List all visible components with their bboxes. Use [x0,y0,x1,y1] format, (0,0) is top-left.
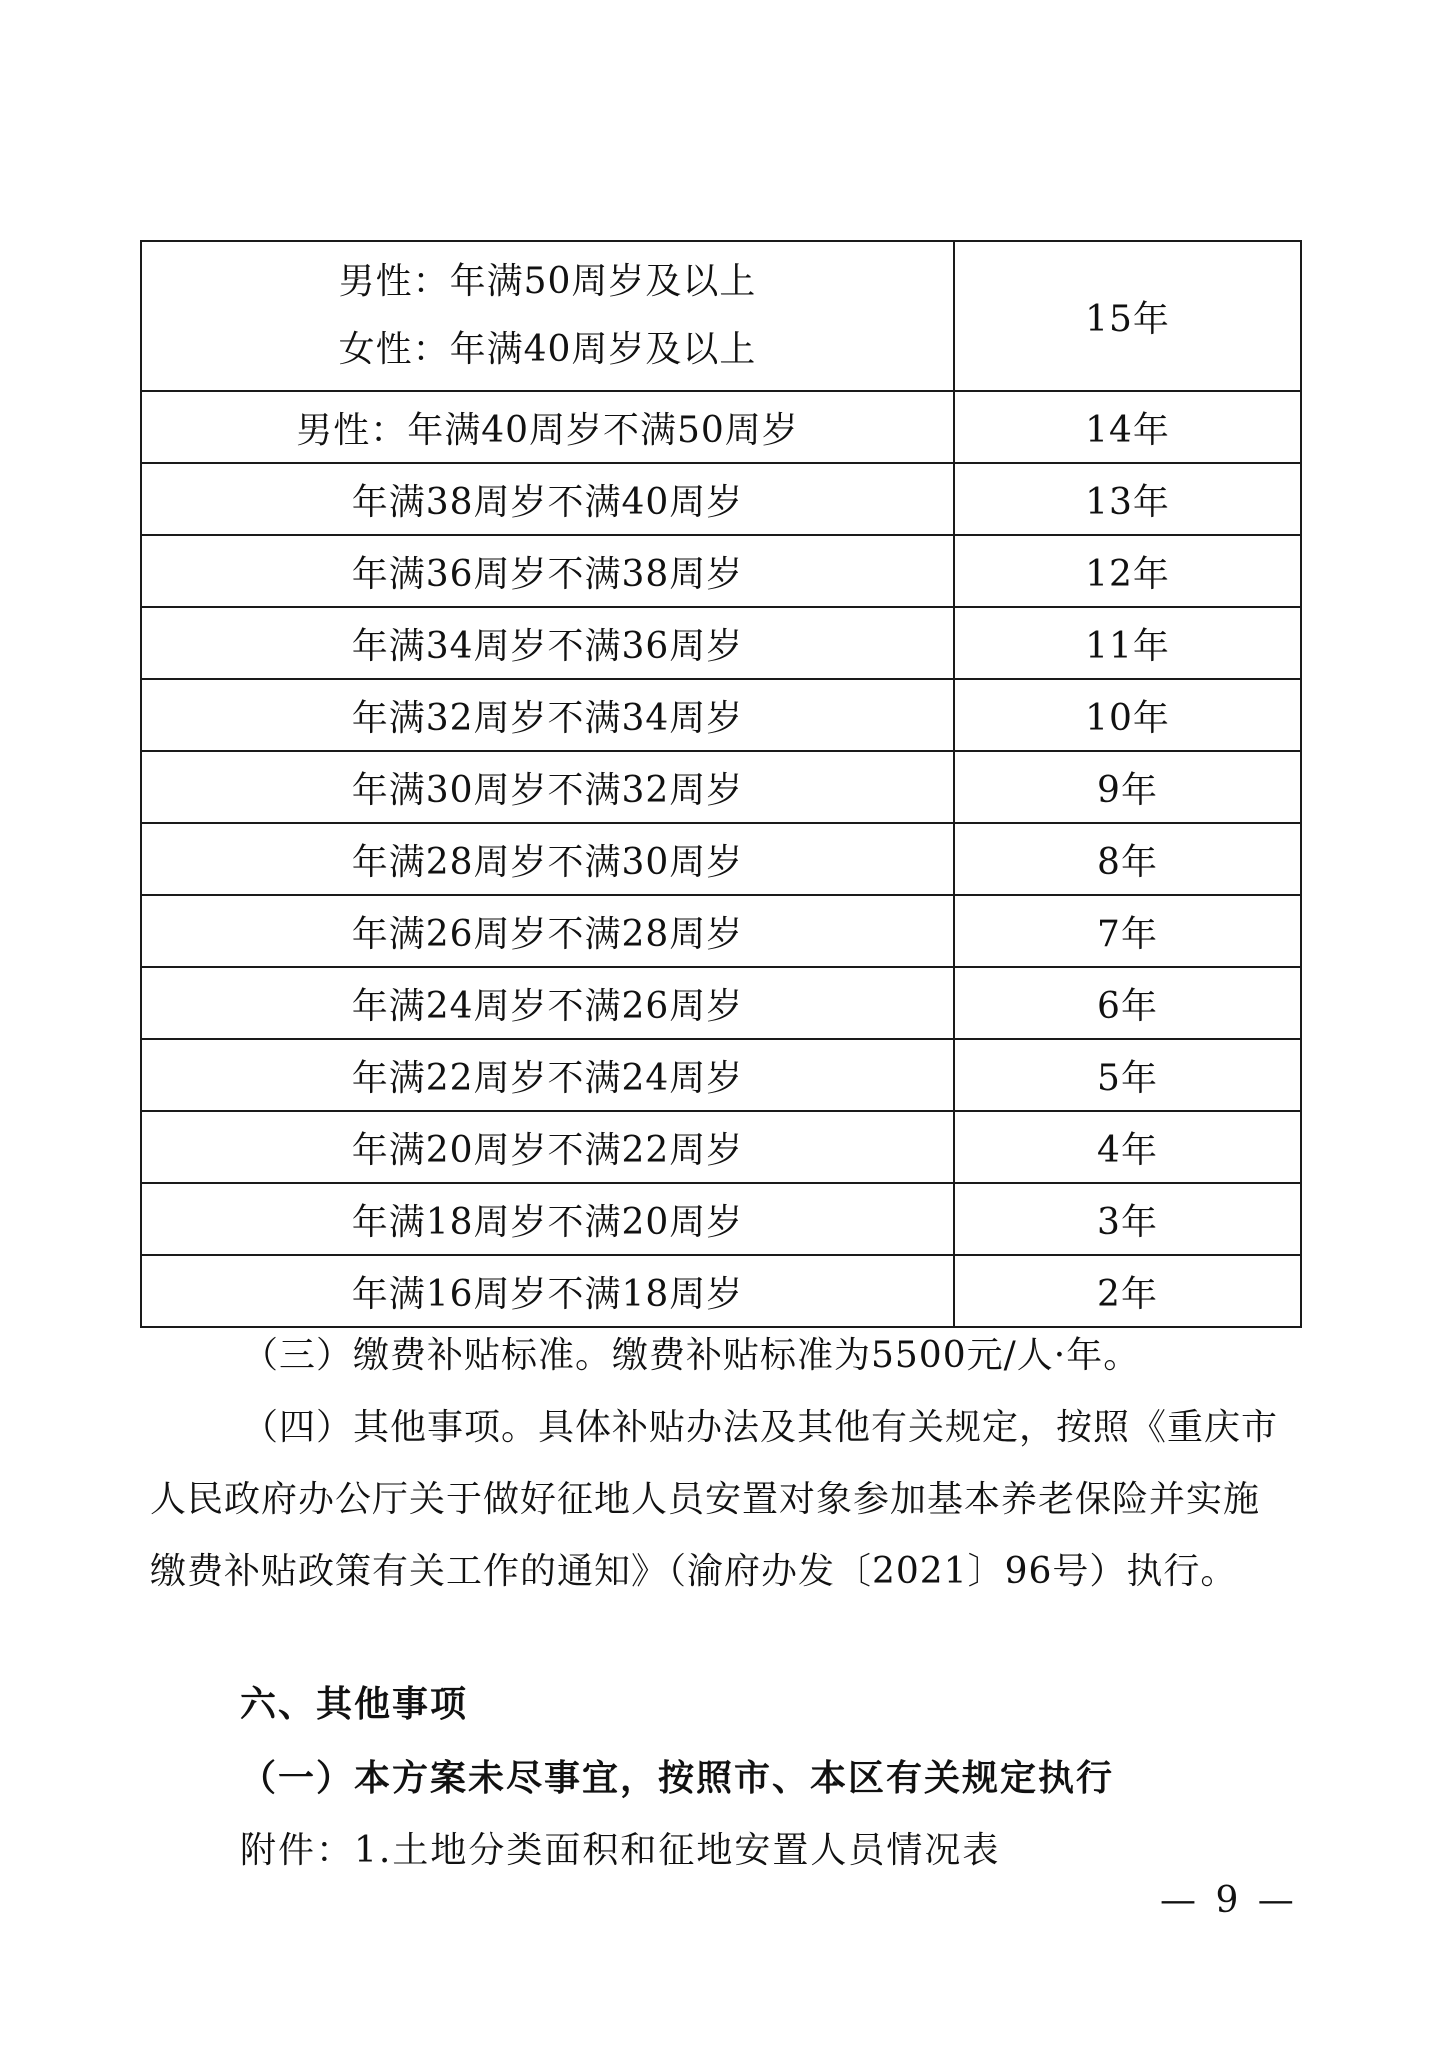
age-range-cell: 男性：年满40周岁不满50周岁 [141,391,954,463]
table-row [141,679,1301,751]
age-range-cell [141,241,954,391]
years-cell: 9年 [954,751,1301,823]
age-range-cell: 年满18周岁不满20周岁 [141,1183,954,1255]
age-range-line: 男性：年满50周岁及以上 [338,261,757,302]
age-range-cell: 年满32周岁不满34周岁 [141,679,954,751]
sub-heading: （一）本方案未尽事宜，按照市、本区有关规定执行 [240,1758,1115,1799]
years-cell: 2年 [954,1255,1301,1327]
age-range-cell: 年满34周岁不满36周岁 [141,607,954,679]
age-range-cell: 年满36周岁不满38周岁 [141,535,954,607]
table-row [141,241,1301,391]
table-row [141,751,1301,823]
age-range-cell: 年满28周岁不满30周岁 [141,823,954,895]
years-cell: 13年 [954,463,1301,535]
table-row [141,391,1301,463]
table-row [141,1111,1301,1183]
years-cell: 11年 [954,607,1301,679]
years-cell: 4年 [954,1111,1301,1183]
years-cell: 8年 [954,823,1301,895]
years-cell: 15年 [954,241,1301,391]
table-row [141,895,1301,967]
subsidy-standard-paragraph: （三）缴费补贴标准。缴费补贴标准为5500元/人·年。 [242,1335,1141,1376]
table-row [141,1255,1301,1327]
other-matters-paragraph: （四）其他事项。具体补贴办法及其他有关规定，按照《重庆市人民政府办公厅关于做好征地人员安置对象参加基本养老保险并实施缴费补贴政策有关工作的通知》（渝府办发〔2021〕96号）执行。 [150,1407,1279,1592]
table-row [141,967,1301,1039]
years-cell: 5年 [954,1039,1301,1111]
page-number: — 9 — [1160,1880,1298,1921]
table-row [141,1039,1301,1111]
years-cell: 6年 [954,967,1301,1039]
age-years-table [140,240,1302,1328]
table-row [141,823,1301,895]
age-range-cell: 年满30周岁不满32周岁 [141,751,954,823]
years-cell: 12年 [954,535,1301,607]
age-years-table-container [140,240,1300,1328]
table-row [141,535,1301,607]
age-range-line: 女性：年满40周岁及以上 [338,329,757,370]
attachment-line: 附件：1.土地分类面积和征地安置人员情况表 [240,1830,1001,1871]
age-range-cell: 年满24周岁不满26周岁 [141,967,954,1039]
table-row [141,607,1301,679]
years-cell: 14年 [954,391,1301,463]
age-range-cell: 年满20周岁不满22周岁 [141,1111,954,1183]
years-cell: 3年 [954,1183,1301,1255]
age-range-cell: 年满22周岁不满24周岁 [141,1039,954,1111]
age-range-cell: 年满16周岁不满18周岁 [141,1255,954,1327]
years-cell: 7年 [954,895,1301,967]
age-range-cell: 年满26周岁不满28周岁 [141,895,954,967]
section-heading: 六、其他事项 [240,1684,469,1725]
years-cell: 10年 [954,679,1301,751]
table-row [141,1183,1301,1255]
table-row [141,463,1301,535]
age-range-cell: 年满38周岁不满40周岁 [141,463,954,535]
